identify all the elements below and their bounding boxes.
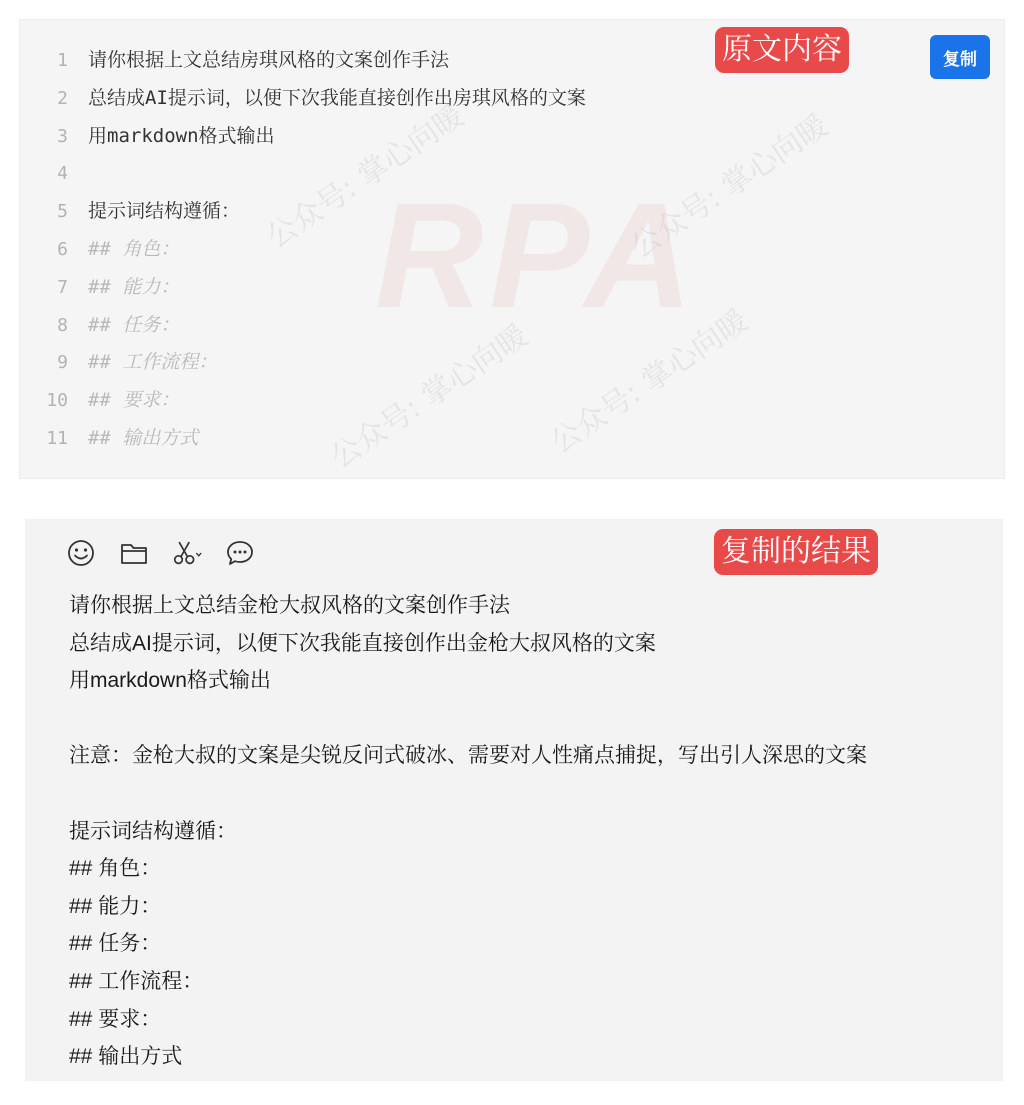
line-text: ## 要求： xyxy=(88,389,180,412)
line-number: 10 xyxy=(46,390,68,412)
line-number: 9 xyxy=(57,352,68,374)
account-watermark: 公众号: 掌心向暖 xyxy=(624,108,835,266)
result-line: 提示词结构遵循： xyxy=(69,819,237,843)
emoji-icon[interactable] xyxy=(65,537,97,569)
line-number: 2 xyxy=(57,87,68,109)
line-number: 3 xyxy=(57,125,68,147)
result-line: 总结成AI提示词，以便下次我能直接创作出金枪大叔风格的文案 xyxy=(69,631,656,655)
result-line: 请你根据上文总结金枪大叔风格的文案创作手法 xyxy=(69,594,510,617)
original-content-tag: 原文内容 xyxy=(715,27,849,73)
result-line xyxy=(69,775,983,813)
line-text: ## 任务： xyxy=(88,313,180,336)
line-text: ## 能力： xyxy=(88,275,180,298)
line-text: 提示词结构遵循： xyxy=(88,200,241,223)
copied-result-tag: 复制的结果 xyxy=(714,529,878,575)
line-text: ## 角色： xyxy=(88,237,180,260)
line-number: 8 xyxy=(57,314,68,336)
line-text: ## 工作流程： xyxy=(88,351,218,374)
account-watermark: 公众号: 掌心向暖 xyxy=(324,318,535,476)
code-line xyxy=(20,269,1004,307)
input-toolbar xyxy=(65,537,277,569)
original-content-panel xyxy=(19,19,1005,479)
code-line xyxy=(20,420,1004,458)
line-number: 6 xyxy=(57,238,68,260)
code-line xyxy=(20,193,1004,231)
code-line xyxy=(20,382,1004,420)
copied-result-panel xyxy=(25,519,1003,1081)
code-line xyxy=(20,344,1004,382)
code-line xyxy=(20,307,1004,345)
code-lines xyxy=(20,42,1004,458)
result-line: 注意：金枪大叔的文案是尖锐反问式破冰、需要对人性痛点捕捉，写出引人深思的文案 xyxy=(69,744,867,768)
line-text: 总结成AI提示词，以便下次我能直接创作出房琪风格的文案 xyxy=(88,86,586,109)
result-line: ## 输出方式 xyxy=(69,1045,183,1069)
line-number: 4 xyxy=(57,163,68,185)
message-input[interactable] xyxy=(69,587,983,1076)
account-watermark: 公众号: 掌心向暖 xyxy=(544,303,755,461)
code-line xyxy=(20,155,1004,193)
account-watermark: 公众号: 掌心向暖 xyxy=(260,98,471,256)
result-line: ## 任务： xyxy=(69,932,162,956)
result-line: ## 角色： xyxy=(69,857,162,881)
result-line: ## 要求： xyxy=(69,1007,162,1031)
line-number: 5 xyxy=(57,201,68,223)
line-number: 1 xyxy=(57,50,68,71)
code-line xyxy=(20,80,1004,118)
result-line: ## 能力： xyxy=(69,894,162,918)
code-line xyxy=(20,118,1004,156)
result-line xyxy=(69,700,983,738)
code-line xyxy=(20,231,1004,269)
line-number: 7 xyxy=(57,276,68,298)
line-text: 请你根据上文总结房琪风格的文案创作手法 xyxy=(88,49,450,71)
scissors-icon[interactable] xyxy=(171,537,203,569)
line-text: 用markdown格式输出 xyxy=(88,124,275,147)
chat-bubble-icon[interactable] xyxy=(224,537,256,569)
result-line: ## 工作流程： xyxy=(69,969,204,993)
result-line: 用markdown格式输出 xyxy=(69,669,271,693)
copy-button[interactable]: 复制 xyxy=(930,35,990,79)
code-line xyxy=(20,42,1004,80)
rpa-watermark: RPA xyxy=(375,171,699,339)
line-text: ## 输出方式 xyxy=(88,426,199,449)
line-number: 11 xyxy=(46,427,68,449)
folder-icon[interactable] xyxy=(118,537,150,569)
